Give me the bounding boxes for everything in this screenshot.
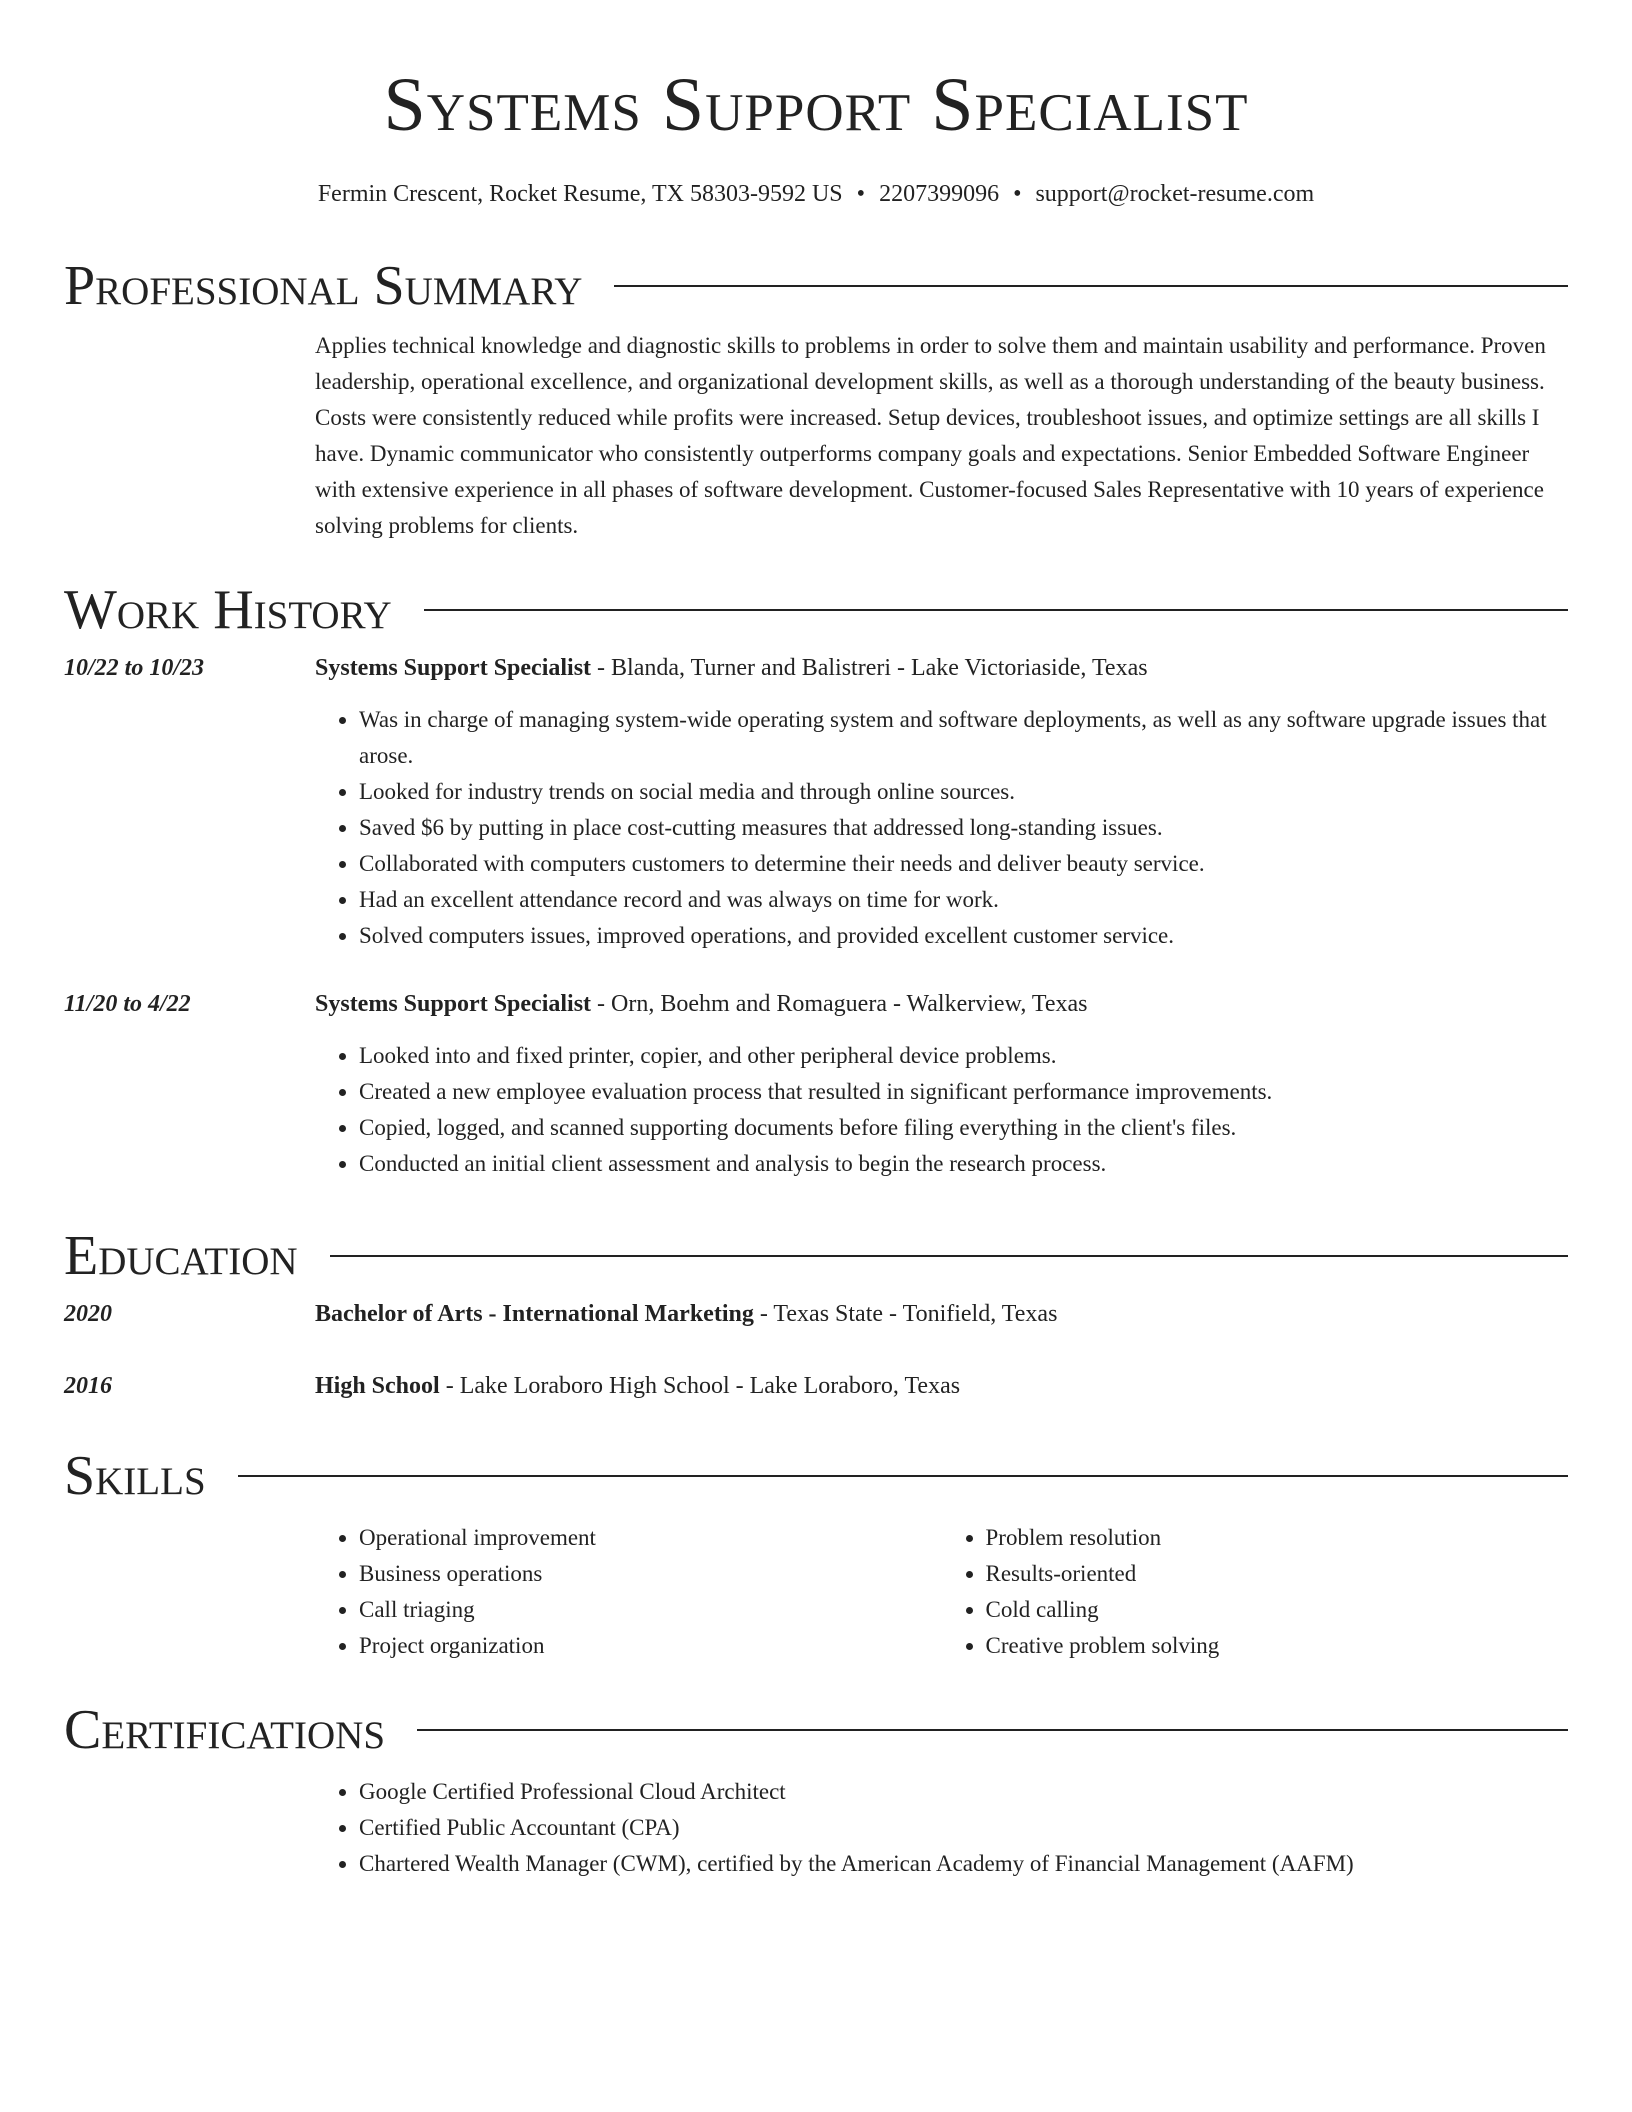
work-history-section	[64, 580, 1568, 1182]
job-bullet: • Looked for industry trends on social media and through online sources.	[359, 774, 1568, 810]
summary-text: Applies technical knowledge and diagnostic skills to problems in order to solve them and maintain usability and performance. Proven leadership, operational excellence, and organizational development skills, as well as a thorough understanding of the beauty business. Costs were consistently reduced while profits were increased. Setup devices, troubleshoot issues, and optimize settings are all skills I have. Dynamic communicator who consistently outperforms company goals and expectations. Senior Embedded Software Engineer with extensive experience in all phases of software development. Customer-focused Sales Representative with 10 years of experience solving problems for clients.	[315, 333, 1546, 538]
contact-separator: •	[1013, 181, 1022, 207]
contact-email: support@rocket-resume.com	[1035, 181, 1315, 207]
certifications-list	[315, 1774, 1568, 1882]
section-title: Certifications	[64, 1699, 386, 1761]
education-title-line	[315, 1368, 1568, 1404]
skill-item: • Call triaging	[359, 1592, 942, 1628]
job-role: Systems Support Specialist	[315, 991, 592, 1017]
section-title: Skills	[64, 1445, 206, 1507]
section-divider	[614, 285, 1568, 287]
resume-title: Systems Support Specialist	[383, 63, 1249, 147]
section-title: Education	[64, 1225, 298, 1287]
summary-heading-row	[64, 256, 1568, 316]
skill-item: • Creative problem solving	[986, 1628, 1569, 1664]
contact-phone: 2207399096	[879, 181, 1000, 207]
job-bullet: • Created a new employee evaluation process that resulted in significant performance improvements.	[359, 1074, 1568, 1110]
section-divider	[417, 1729, 1568, 1731]
skills-section	[64, 1446, 1568, 1664]
education-heading-row	[64, 1226, 1568, 1286]
certification-item: • Chartered Wealth Manager (CWM), certified by the American Academy of Financial Management (AAFM)	[359, 1846, 1568, 1882]
summary-section	[64, 256, 1568, 544]
certifications-section	[64, 1700, 1568, 1882]
section-divider	[238, 1475, 1568, 1477]
skill-item: • Business operations	[359, 1556, 942, 1592]
skills-list-right	[942, 1520, 1569, 1664]
skill-item: • Problem resolution	[986, 1520, 1569, 1556]
job-details: - Blanda, Turner and Balistreri - Lake Victoriaside, Texas	[591, 655, 1148, 681]
education-details: - Texas State - Tonifield, Texas	[753, 1301, 1058, 1327]
skill-item: • Results-oriented	[986, 1556, 1569, 1592]
job-bullets	[315, 702, 1568, 954]
job-bullet: • Had an excellent attendance record and was always on time for work.	[359, 882, 1568, 918]
job-bullet: • Solved computers issues, improved operations, and provided excellent customer service.	[359, 918, 1568, 954]
job-details: - Orn, Boehm and Romaguera - Walkerview, Texas	[591, 991, 1088, 1017]
skills-grid	[315, 1520, 1568, 1664]
job-bullet: • Saved $6 by putting in place cost-cutting measures that addressed long-standing issues.	[359, 810, 1568, 846]
education-entry	[64, 1296, 1568, 1332]
education-date: 2020	[64, 1301, 112, 1327]
contact-address: Fermin Crescent, Rocket Resume, TX 58303-9592 US	[317, 181, 843, 207]
skills-list-left	[315, 1520, 942, 1664]
job-bullet: • Collaborated with computers customers to determine their needs and deliver beauty service.	[359, 846, 1568, 882]
contact-separator: •	[856, 181, 866, 207]
education-details: - Lake Loraboro High School - Lake Loraboro, Texas	[439, 1373, 961, 1399]
job-bullet: • Copied, logged, and scanned supporting documents before filing everything in the client's files.	[359, 1110, 1568, 1146]
skill-item: • Cold calling	[986, 1592, 1569, 1628]
education-degree: Bachelor of Arts - International Marketing	[315, 1301, 754, 1327]
job-date: 11/20 to 4/22	[64, 991, 191, 1017]
skills-heading-row	[64, 1446, 1568, 1506]
skill-item: • Operational improvement	[359, 1520, 942, 1556]
certification-item: • Google Certified Professional Cloud Architect	[359, 1774, 1568, 1810]
job-bullet: • Conducted an initial client assessment and analysis to begin the research process.	[359, 1146, 1568, 1182]
job-bullets	[315, 1038, 1568, 1182]
certification-item: • Certified Public Accountant (CPA)	[359, 1810, 1568, 1846]
job-bullet: • Was in charge of managing system-wide operating system and software deployments, as well as any software upgrade issues that arose.	[359, 702, 1568, 774]
job-bullet: • Looked into and fixed printer, copier, and other peripheral device problems.	[359, 1038, 1568, 1074]
section-title: Work History	[64, 579, 392, 641]
job-date: 10/22 to 10/23	[64, 655, 205, 681]
section-title: Professional Summary	[64, 255, 583, 317]
job-role: Systems Support Specialist	[315, 655, 592, 681]
education-title-line	[315, 1296, 1568, 1332]
contact-line	[0, 178, 1632, 210]
certifications-heading-row	[64, 1700, 1568, 1760]
skill-item: • Project organization	[359, 1628, 942, 1664]
job-title-line	[315, 986, 1568, 1022]
education-degree: High School	[315, 1373, 440, 1399]
job-entry	[64, 650, 1568, 954]
education-section	[64, 1226, 1568, 1404]
section-divider	[424, 609, 1568, 611]
job-title-line	[315, 650, 1568, 686]
education-date: 2016	[64, 1373, 112, 1399]
summary-body	[315, 328, 1568, 544]
section-divider	[330, 1255, 1568, 1257]
job-entry	[64, 986, 1568, 1182]
education-entry	[64, 1368, 1568, 1404]
work-heading-row	[64, 580, 1568, 640]
